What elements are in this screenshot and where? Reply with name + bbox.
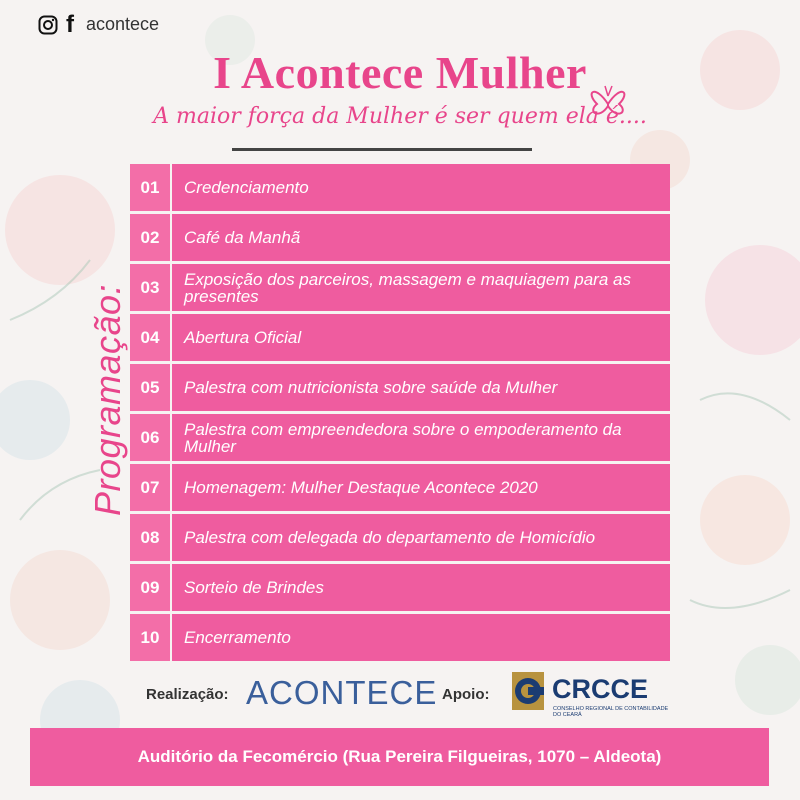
item-number: 09 bbox=[130, 564, 170, 611]
schedule-item bbox=[130, 514, 670, 561]
item-text: Palestra com empreendedora sobre o empoderamento da Mulher bbox=[172, 414, 670, 461]
item-text: Café da Manhã bbox=[172, 214, 670, 261]
item-number: 10 bbox=[130, 614, 170, 661]
schedule-list bbox=[130, 164, 670, 664]
schedule-item bbox=[130, 414, 670, 461]
item-number: 02 bbox=[130, 214, 170, 261]
schedule-item bbox=[130, 264, 670, 311]
item-number: 08 bbox=[130, 514, 170, 561]
schedule-item bbox=[130, 564, 670, 611]
social-handle: acontece bbox=[86, 14, 160, 34]
item-text: Homenagem: Mulher Destaque Acontece 2020 bbox=[172, 464, 670, 511]
item-text: Encerramento bbox=[172, 614, 670, 661]
item-number: 03 bbox=[130, 264, 170, 311]
schedule-item bbox=[130, 364, 670, 411]
item-number: 07 bbox=[130, 464, 170, 511]
item-text: Palestra com delegada do departamento de Homicídio bbox=[172, 514, 670, 561]
program-label: Programação: bbox=[87, 283, 128, 517]
instagram-icon[interactable] bbox=[38, 15, 58, 35]
schedule-item bbox=[130, 614, 670, 661]
venue-address: Auditório da Fecomércio (Rua Pereira Filgueiras, 1070 – Aldeota) bbox=[30, 728, 769, 786]
crc-logo-text: CRCCE bbox=[552, 674, 649, 704]
schedule-item bbox=[130, 464, 670, 511]
sponsors bbox=[0, 668, 800, 718]
item-number: 05 bbox=[130, 364, 170, 411]
item-number: 06 bbox=[130, 414, 170, 461]
social-header bbox=[38, 10, 160, 38]
schedule-item bbox=[130, 214, 670, 261]
schedule-item bbox=[130, 164, 670, 211]
item-text: Credenciamento bbox=[172, 164, 670, 211]
facebook-icon[interactable]: f bbox=[66, 10, 74, 38]
item-text: Abertura Oficial bbox=[172, 314, 670, 361]
event-subtitle: A maior força da Mulher é ser quem ela é.... bbox=[153, 104, 647, 129]
item-text: Exposição dos parceiros, massagem e maquiagem para as presentes bbox=[172, 264, 670, 311]
item-text: Palestra com nutricionista sobre saúde da Mulher bbox=[172, 364, 670, 411]
item-text: Sorteio de Brindes bbox=[172, 564, 670, 611]
divider bbox=[232, 148, 532, 151]
realizacao-label: Realização: bbox=[146, 686, 229, 703]
crc-logo-icon bbox=[506, 670, 548, 712]
crc-logo-subtitle: CONSELHO REGIONAL DE CONTABILIDADE DO CEARÁ bbox=[553, 706, 669, 718]
schedule-item bbox=[130, 314, 670, 361]
item-number: 04 bbox=[130, 314, 170, 361]
acontece-logo: ACONTECE bbox=[246, 674, 438, 711]
apoio-label: Apoio: bbox=[442, 686, 490, 703]
item-number: 01 bbox=[130, 164, 170, 211]
event-title: I Acontece Mulher bbox=[213, 47, 587, 98]
